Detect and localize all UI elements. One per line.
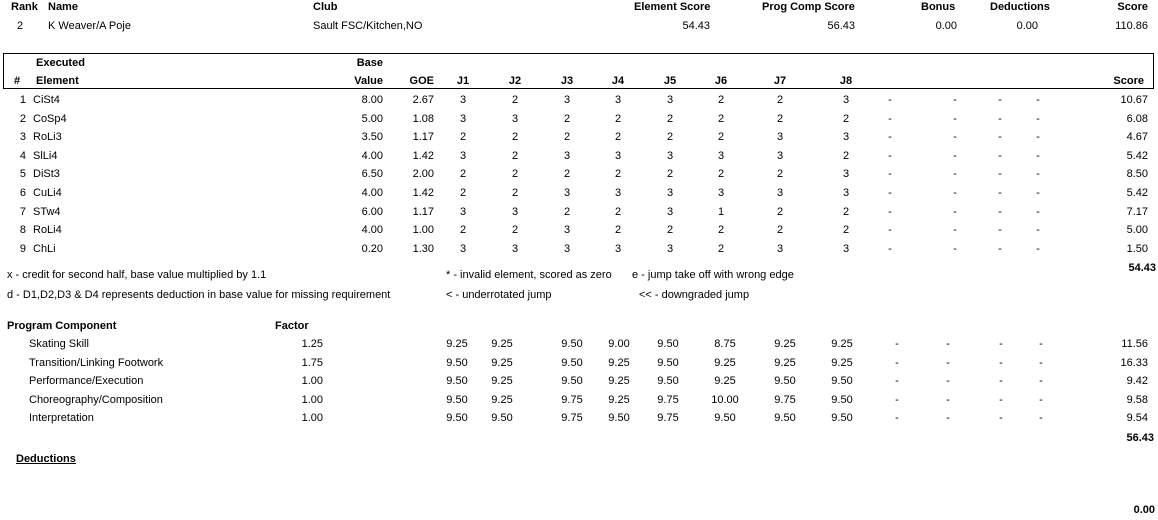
component-factor: 1.00 bbox=[301, 412, 323, 425]
element-judge-8: 3 bbox=[842, 242, 850, 255]
component-judge-3: 9.75 bbox=[561, 412, 583, 425]
component-empty-judge: - bbox=[1039, 338, 1043, 350]
legend-under-note: < - underrotated jump bbox=[446, 289, 552, 301]
component-judge-5: 9.50 bbox=[657, 356, 679, 369]
component-judge-3: 9.50 bbox=[561, 356, 583, 369]
element-judge-2: 3 bbox=[511, 205, 519, 218]
element-empty-judge: - bbox=[888, 168, 892, 181]
element-judge-4: 3 bbox=[614, 187, 622, 199]
component-empty-judge: - bbox=[1039, 393, 1043, 406]
component-name: Choreography/Composition bbox=[29, 393, 163, 406]
component-name: Transition/Linking Footwork bbox=[29, 356, 164, 369]
element-judge-5: 3 bbox=[666, 242, 674, 255]
element-empty-judge: - bbox=[998, 149, 1002, 162]
element-base-value: 8.00 bbox=[361, 94, 383, 106]
element-goe: 1.42 bbox=[412, 187, 434, 199]
element-judge-2: 2 bbox=[511, 94, 519, 106]
component-judge-5: 9.50 bbox=[657, 375, 679, 388]
element-score: 5.42 bbox=[1126, 187, 1148, 199]
element-judge-5: 3 bbox=[666, 149, 674, 162]
element-judge-8: 3 bbox=[842, 94, 850, 106]
element-empty-judge: - bbox=[888, 187, 892, 199]
element-judge-6: 2 bbox=[717, 168, 725, 181]
element-judge-6: 2 bbox=[717, 242, 725, 255]
element-score: 4.67 bbox=[1126, 131, 1148, 144]
element-judge-4: 3 bbox=[614, 149, 622, 162]
element-goe: 1.08 bbox=[412, 112, 434, 125]
component-empty-judge: - bbox=[999, 393, 1003, 406]
element-number: 4 bbox=[19, 149, 26, 162]
element-judge-5: 2 bbox=[666, 112, 674, 125]
element-judge-4: 3 bbox=[614, 242, 622, 255]
element-goe: 1.30 bbox=[412, 242, 434, 255]
component-judge-4: 9.50 bbox=[608, 412, 630, 425]
element-judge-3: 3 bbox=[563, 94, 571, 106]
element-empty-judge: - bbox=[1036, 149, 1040, 162]
element-judge-4: 2 bbox=[614, 224, 622, 237]
element-score: 5.00 bbox=[1126, 224, 1148, 237]
element-judge-1: 3 bbox=[459, 242, 467, 255]
element-score: 5.42 bbox=[1126, 149, 1148, 162]
component-judge-4: 9.25 bbox=[608, 375, 630, 388]
element-judge-7: 2 bbox=[776, 168, 784, 181]
element-judge-6: 2 bbox=[717, 112, 725, 125]
j8-header: J8 bbox=[839, 75, 853, 87]
element-judge-5: 2 bbox=[666, 224, 674, 237]
component-judge-3: 9.50 bbox=[561, 338, 583, 350]
component-empty-judge: - bbox=[895, 375, 899, 388]
element-score-value: 54.43 bbox=[682, 20, 710, 32]
element-judge-6: 1 bbox=[717, 205, 725, 218]
element-score: 8.50 bbox=[1126, 168, 1148, 181]
element-code: CoSp4 bbox=[33, 112, 67, 125]
component-judge-8: 9.50 bbox=[831, 375, 853, 388]
element-judge-3: 3 bbox=[563, 187, 571, 199]
j2-header: J2 bbox=[508, 75, 522, 87]
component-judge-2: 9.25 bbox=[491, 375, 513, 388]
element-empty-judge: - bbox=[888, 94, 892, 106]
component-judge-5: 9.75 bbox=[657, 412, 679, 425]
component-empty-judge: - bbox=[999, 412, 1003, 425]
element-number: 9 bbox=[19, 242, 26, 255]
component-empty-judge: - bbox=[946, 356, 950, 369]
element-empty-judge: - bbox=[1036, 224, 1040, 237]
j7-header: J7 bbox=[773, 75, 787, 87]
deductions-total: 0.00 bbox=[1133, 504, 1155, 516]
element-empty-judge: - bbox=[1036, 205, 1040, 218]
element-empty-judge: - bbox=[998, 187, 1002, 199]
element-empty-judge: - bbox=[1036, 94, 1040, 106]
element-judge-4: 2 bbox=[614, 131, 622, 144]
element-judge-7: 3 bbox=[776, 131, 784, 144]
element-empty-judge: - bbox=[953, 224, 957, 237]
component-empty-judge: - bbox=[946, 412, 950, 425]
element-judge-3: 3 bbox=[563, 242, 571, 255]
element-goe: 1.42 bbox=[412, 149, 434, 162]
component-empty-judge: - bbox=[895, 338, 899, 350]
deductions-heading: Deductions bbox=[16, 453, 76, 465]
component-judge-7: 9.50 bbox=[774, 375, 796, 388]
element-empty-judge: - bbox=[888, 224, 892, 237]
component-judge-2: 9.50 bbox=[491, 412, 513, 425]
component-judge-4: 9.25 bbox=[608, 356, 630, 369]
component-judge-6: 8.75 bbox=[714, 338, 736, 350]
element-judge-3: 3 bbox=[563, 224, 571, 237]
element-goe: 1.17 bbox=[412, 205, 434, 218]
component-judge-1: 9.50 bbox=[446, 356, 468, 369]
component-score: 9.54 bbox=[1126, 412, 1148, 425]
element-number: 2 bbox=[19, 112, 26, 125]
component-title: Program Component bbox=[7, 320, 117, 332]
element-score: 6.08 bbox=[1126, 112, 1148, 125]
element-judge-4: 2 bbox=[614, 205, 622, 218]
component-judge-4: 9.25 bbox=[608, 393, 630, 406]
element-judge-4: 2 bbox=[614, 168, 622, 181]
element-judge-6: 3 bbox=[717, 187, 725, 199]
element-empty-judge: - bbox=[953, 242, 957, 255]
legend-e-note: e - jump take off with wrong edge bbox=[632, 269, 794, 281]
element-judge-2: 2 bbox=[511, 168, 519, 181]
element-judge-3: 2 bbox=[563, 168, 571, 181]
component-empty-judge: - bbox=[999, 338, 1003, 350]
component-judge-3: 9.50 bbox=[561, 375, 583, 388]
bonus-value: 0.00 bbox=[935, 20, 957, 32]
deductions-value: 0.00 bbox=[1016, 20, 1038, 32]
element-judge-5: 3 bbox=[666, 187, 674, 199]
element-judge-5: 2 bbox=[666, 131, 674, 144]
element-code: CuLi4 bbox=[33, 187, 62, 199]
element-judge-8: 2 bbox=[842, 205, 850, 218]
component-name: Skating Skill bbox=[29, 338, 89, 350]
element-code: RoLi4 bbox=[33, 224, 62, 237]
component-empty-judge: - bbox=[999, 375, 1003, 388]
element-judge-8: 3 bbox=[842, 187, 850, 199]
element-judge-8: 3 bbox=[842, 131, 850, 144]
component-empty-judge: - bbox=[999, 356, 1003, 369]
element-score-label: Element Score bbox=[634, 1, 711, 13]
component-judge-8: 9.25 bbox=[831, 356, 853, 369]
element-judge-2: 2 bbox=[511, 149, 519, 162]
element-empty-judge: - bbox=[953, 205, 957, 218]
skater-name: K Weaver/A Poje bbox=[48, 20, 131, 32]
element-empty-judge: - bbox=[998, 242, 1002, 255]
pcs-value: 56.43 bbox=[827, 20, 855, 32]
element-empty-judge: - bbox=[953, 131, 957, 144]
executed-header: Executed bbox=[36, 57, 85, 69]
component-judge-6: 9.25 bbox=[714, 375, 736, 388]
element-empty-judge: - bbox=[1036, 131, 1040, 144]
element-goe: 1.00 bbox=[412, 224, 434, 237]
component-judge-7: 9.25 bbox=[774, 356, 796, 369]
element-judge-7: 2 bbox=[776, 224, 784, 237]
element-judge-1: 2 bbox=[459, 187, 467, 199]
component-factor: 1.75 bbox=[301, 356, 323, 369]
element-number: 3 bbox=[19, 131, 26, 144]
element-judge-7: 2 bbox=[776, 94, 784, 106]
component-score: 16.33 bbox=[1120, 356, 1148, 369]
element-score: 10.67 bbox=[1120, 94, 1148, 106]
component-judge-2: 9.25 bbox=[491, 393, 513, 406]
component-judge-6: 10.00 bbox=[711, 393, 739, 406]
element-header: Element bbox=[36, 75, 79, 87]
component-factor: 1.00 bbox=[301, 393, 323, 406]
element-judge-1: 2 bbox=[459, 224, 467, 237]
element-judge-4: 2 bbox=[614, 112, 622, 125]
element-empty-judge: - bbox=[953, 168, 957, 181]
j3-header: J3 bbox=[560, 75, 574, 87]
element-empty-judge: - bbox=[1036, 112, 1040, 125]
element-judge-1: 3 bbox=[459, 112, 467, 125]
element-base-value: 4.00 bbox=[361, 187, 383, 199]
element-base-value: 6.50 bbox=[361, 168, 383, 181]
element-judge-2: 2 bbox=[511, 131, 519, 144]
element-goe: 1.17 bbox=[412, 131, 434, 144]
component-judge-8: 9.25 bbox=[831, 338, 853, 350]
component-empty-judge: - bbox=[946, 393, 950, 406]
element-judge-7: 3 bbox=[776, 187, 784, 199]
element-base-value: 5.00 bbox=[361, 112, 383, 125]
element-base-value: 0.20 bbox=[361, 242, 383, 255]
element-empty-judge: - bbox=[998, 224, 1002, 237]
total-score-value: 110.86 bbox=[1115, 20, 1148, 32]
component-score: 9.58 bbox=[1126, 393, 1148, 406]
element-empty-judge: - bbox=[888, 242, 892, 255]
rank-label: Rank bbox=[11, 1, 38, 13]
element-judge-2: 3 bbox=[511, 242, 519, 255]
element-base-value: 4.00 bbox=[361, 224, 383, 237]
legend-down-note: << - downgraded jump bbox=[639, 289, 750, 301]
component-judge-7: 9.75 bbox=[774, 393, 796, 406]
element-judge-3: 3 bbox=[563, 149, 571, 162]
j5-header: J5 bbox=[663, 75, 677, 87]
component-empty-judge: - bbox=[895, 412, 899, 425]
element-judge-3: 2 bbox=[563, 205, 571, 218]
element-score: 1.50 bbox=[1126, 242, 1148, 255]
element-judge-8: 2 bbox=[842, 112, 850, 125]
component-judge-6: 9.50 bbox=[714, 412, 736, 425]
component-factor: 1.00 bbox=[301, 375, 323, 388]
element-judge-1: 3 bbox=[459, 205, 467, 218]
element-judge-8: 2 bbox=[842, 149, 850, 162]
element-goe: 2.00 bbox=[412, 168, 434, 181]
element-code: RoLi3 bbox=[33, 131, 62, 144]
bonus-label: Bonus bbox=[921, 1, 956, 13]
component-judge-7: 9.50 bbox=[774, 412, 796, 425]
component-empty-judge: - bbox=[895, 393, 899, 406]
factor-header: Factor bbox=[275, 320, 309, 332]
component-judge-1: 9.50 bbox=[446, 375, 468, 388]
base-header: Base bbox=[356, 57, 383, 69]
element-score-header: Score bbox=[1113, 75, 1144, 87]
j6-header: J6 bbox=[714, 75, 728, 87]
score-label: Score bbox=[1117, 1, 1148, 13]
element-judge-7: 3 bbox=[776, 242, 784, 255]
element-empty-judge: - bbox=[953, 187, 957, 199]
component-judge-6: 9.25 bbox=[714, 356, 736, 369]
legend-x-note: x - credit for second half, base value multiplied by 1.1 bbox=[7, 269, 267, 281]
component-score: 11.56 bbox=[1121, 338, 1148, 350]
component-name: Interpretation bbox=[29, 412, 94, 425]
element-empty-judge: - bbox=[1036, 168, 1040, 181]
element-number: 8 bbox=[19, 224, 26, 237]
component-name: Performance/Execution bbox=[29, 375, 144, 388]
element-judge-6: 3 bbox=[717, 149, 725, 162]
element-empty-judge: - bbox=[1036, 242, 1040, 255]
element-judge-4: 3 bbox=[614, 94, 622, 106]
component-judge-4: 9.00 bbox=[608, 338, 630, 350]
element-empty-judge: - bbox=[953, 112, 957, 125]
component-empty-judge: - bbox=[895, 356, 899, 369]
component-judge-1: 9.25 bbox=[446, 338, 468, 350]
element-judge-8: 3 bbox=[842, 168, 850, 181]
component-judge-2: 9.25 bbox=[491, 356, 513, 369]
element-number: 6 bbox=[19, 187, 26, 199]
element-judge-7: 3 bbox=[776, 149, 784, 162]
element-base-value: 4.00 bbox=[361, 149, 383, 162]
element-judge-6: 2 bbox=[717, 224, 725, 237]
component-empty-judge: - bbox=[1039, 412, 1043, 425]
num-header: # bbox=[14, 75, 21, 87]
element-code: ChLi bbox=[33, 242, 56, 255]
component-judge-5: 9.75 bbox=[657, 393, 679, 406]
element-empty-judge: - bbox=[953, 149, 957, 162]
legend-d-note: d - D1,D2,D3 & D4 represents deduction in base value for missing requirement bbox=[7, 289, 391, 301]
element-judge-3: 2 bbox=[563, 131, 571, 144]
value-header: Value bbox=[354, 75, 383, 87]
element-judge-7: 2 bbox=[776, 112, 784, 125]
element-empty-judge: - bbox=[888, 112, 892, 125]
element-judge-5: 3 bbox=[666, 94, 674, 106]
element-code: SlLi4 bbox=[33, 149, 58, 162]
component-judge-8: 9.50 bbox=[831, 393, 853, 406]
element-judge-1: 3 bbox=[459, 149, 467, 162]
element-judge-8: 2 bbox=[842, 224, 850, 237]
element-judge-5: 2 bbox=[666, 168, 674, 181]
component-judge-1: 9.50 bbox=[446, 412, 468, 425]
component-empty-judge: - bbox=[1039, 375, 1043, 388]
element-base-value: 6.00 bbox=[361, 205, 383, 218]
element-judge-2: 2 bbox=[511, 224, 519, 237]
name-label: Name bbox=[48, 1, 78, 13]
element-judge-1: 2 bbox=[459, 131, 467, 144]
component-judge-3: 9.75 bbox=[561, 393, 583, 406]
element-empty-judge: - bbox=[998, 205, 1002, 218]
element-code: STw4 bbox=[33, 205, 61, 218]
pcs-label: Prog Comp Score bbox=[762, 1, 855, 13]
element-empty-judge: - bbox=[888, 205, 892, 218]
element-judge-6: 2 bbox=[717, 131, 725, 144]
element-number: 5 bbox=[19, 168, 26, 181]
element-judge-1: 2 bbox=[459, 168, 467, 181]
component-total: 56.43 bbox=[1126, 432, 1154, 444]
element-score: 7.17 bbox=[1126, 205, 1148, 218]
element-judge-1: 3 bbox=[459, 94, 467, 106]
element-header-box bbox=[3, 53, 1154, 89]
element-number: 1 bbox=[19, 94, 26, 106]
component-score: 9.42 bbox=[1126, 375, 1148, 388]
element-empty-judge: - bbox=[998, 112, 1002, 125]
element-code: DiSt3 bbox=[33, 168, 60, 181]
element-total: 54.43 bbox=[1128, 262, 1156, 274]
element-number: 7 bbox=[19, 205, 26, 218]
component-judge-7: 9.25 bbox=[774, 338, 796, 350]
element-empty-judge: - bbox=[953, 94, 957, 106]
component-judge-5: 9.50 bbox=[657, 338, 679, 350]
element-judge-7: 2 bbox=[776, 205, 784, 218]
element-judge-5: 3 bbox=[666, 205, 674, 218]
component-judge-2: 9.25 bbox=[491, 338, 513, 350]
element-judge-2: 3 bbox=[511, 112, 519, 125]
element-empty-judge: - bbox=[1036, 187, 1040, 199]
j1-header: J1 bbox=[456, 75, 470, 87]
element-empty-judge: - bbox=[998, 168, 1002, 181]
j4-header: J4 bbox=[611, 75, 625, 87]
component-factor: 1.25 bbox=[301, 338, 323, 350]
goe-header: GOE bbox=[409, 75, 434, 87]
element-goe: 2.67 bbox=[412, 94, 434, 106]
component-empty-judge: - bbox=[946, 338, 950, 350]
deductions-label: Deductions bbox=[990, 1, 1050, 13]
element-judge-3: 2 bbox=[563, 112, 571, 125]
element-base-value: 3.50 bbox=[361, 131, 383, 144]
element-empty-judge: - bbox=[998, 131, 1002, 144]
element-empty-judge: - bbox=[998, 94, 1002, 106]
element-judge-2: 2 bbox=[511, 187, 519, 199]
club-name: Sault FSC/Kitchen,NO bbox=[313, 20, 423, 32]
element-empty-judge: - bbox=[888, 131, 892, 144]
component-empty-judge: - bbox=[1039, 356, 1043, 369]
rank-value: 2 bbox=[17, 20, 24, 32]
club-label: Club bbox=[313, 1, 338, 13]
element-judge-6: 2 bbox=[717, 94, 725, 106]
element-code: CiSt4 bbox=[33, 94, 60, 106]
element-empty-judge: - bbox=[888, 149, 892, 162]
component-empty-judge: - bbox=[946, 375, 950, 388]
component-judge-8: 9.50 bbox=[831, 412, 853, 425]
legend-invalid-note: * - invalid element, scored as zero bbox=[446, 269, 612, 281]
component-judge-1: 9.50 bbox=[446, 393, 468, 406]
